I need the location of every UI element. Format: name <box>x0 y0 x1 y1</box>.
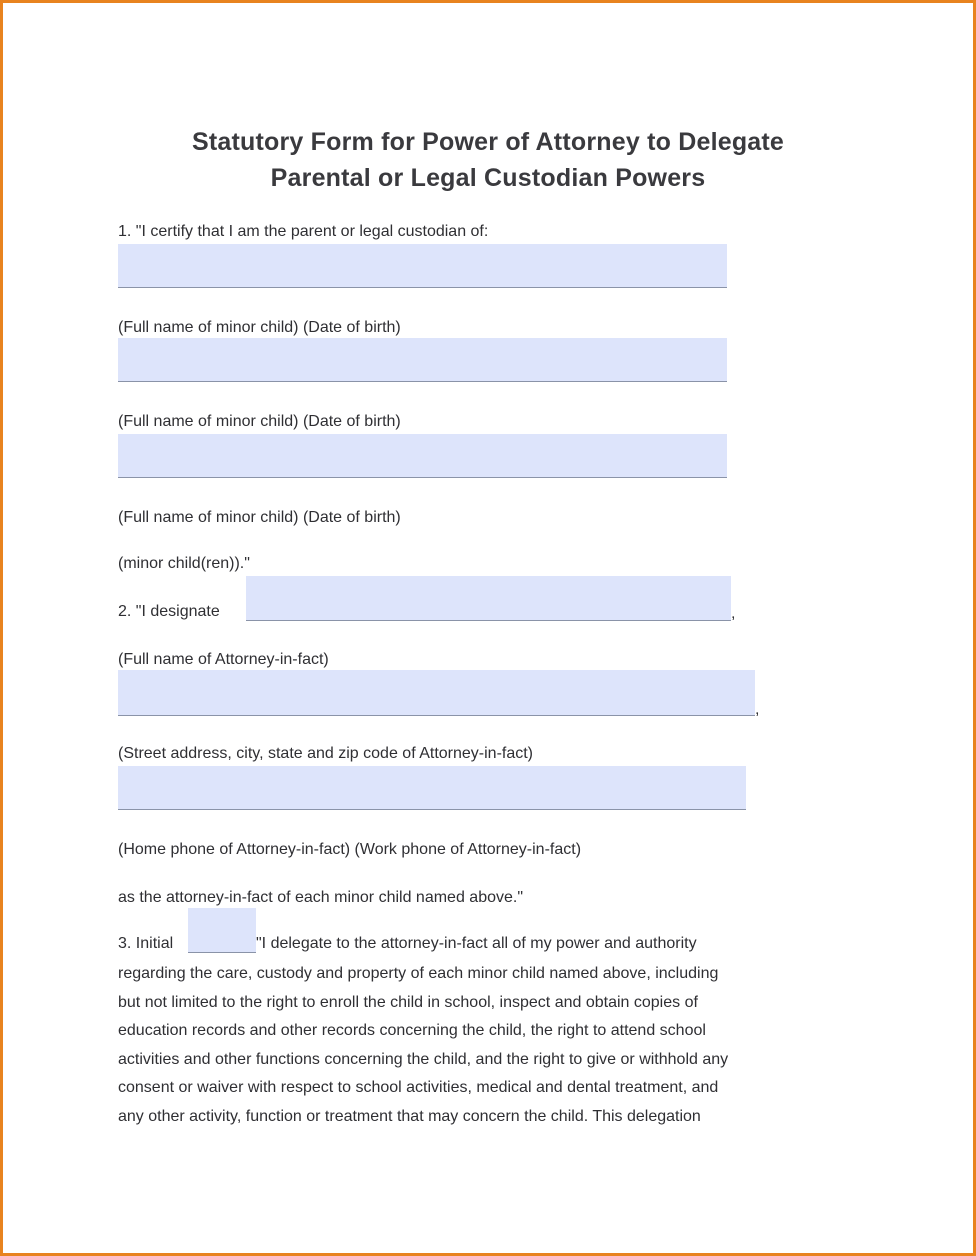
section3-first-line: "I delegate to the attorney-in-fact all of my power and authority <box>256 935 697 952</box>
paragraph-line: education records and other records concerning the child, the right to attend school <box>118 1022 706 1039</box>
initial-field[interactable] <box>188 908 256 953</box>
attorney-address-field[interactable] <box>118 670 755 716</box>
attorney-phone-field[interactable] <box>118 766 746 810</box>
form-title-line-1: Statutory Form for Power of Attorney to Delegate <box>191 128 785 156</box>
child-3-label: (Full name of minor child) (Date of birth) <box>118 509 401 526</box>
attorney-phone-label: (Home phone of Attorney-in-fact) (Work phone of Attorney-in-fact) <box>118 841 582 858</box>
child-2-name-field[interactable] <box>118 338 727 382</box>
child-3-name-field[interactable] <box>118 434 727 478</box>
child-2-label: (Full name of minor child) (Date of birth) <box>118 413 401 430</box>
section1-closing: (minor child(ren))." <box>118 555 250 572</box>
section1-intro: 1. "I certify that I am the parent or legal custodian of: <box>118 223 489 240</box>
attorney-address-label: (Street address, city, state and zip code of Attorney-in-fact) <box>118 745 534 762</box>
section3-paragraph <box>118 960 878 1131</box>
child-1-label: (Full name of minor child) (Date of birth) <box>118 319 401 336</box>
designate-comma: , <box>731 605 736 622</box>
paragraph-line: any other activity, function or treatment that may concern the child. This delegation <box>118 1107 701 1125</box>
address-comma: , <box>755 701 760 718</box>
section2-closing: as the attorney-in-fact of each minor child named above." <box>118 889 524 906</box>
paragraph-line: regarding the care, custody and property of each minor child named above, including <box>118 965 719 982</box>
form-title-line-2: Parental or Legal Custodian Powers <box>270 164 706 192</box>
section2-intro: 2. "I designate <box>118 603 220 620</box>
paragraph-line: but not limited to the right to enroll the child in school, inspect and obtain copies of <box>118 993 698 1011</box>
section3-prefix: 3. Initial <box>118 935 174 952</box>
attorney-name-label: (Full name of Attorney-in-fact) <box>118 651 329 668</box>
child-1-name-field[interactable] <box>118 244 727 288</box>
attorney-name-field[interactable] <box>246 576 731 621</box>
paragraph-line: consent or waiver with respect to school activities, medical and dental treatment, and <box>118 1079 719 1096</box>
paragraph-line: activities and other functions concerning the child, and the right to give or withhold any <box>118 1050 729 1068</box>
